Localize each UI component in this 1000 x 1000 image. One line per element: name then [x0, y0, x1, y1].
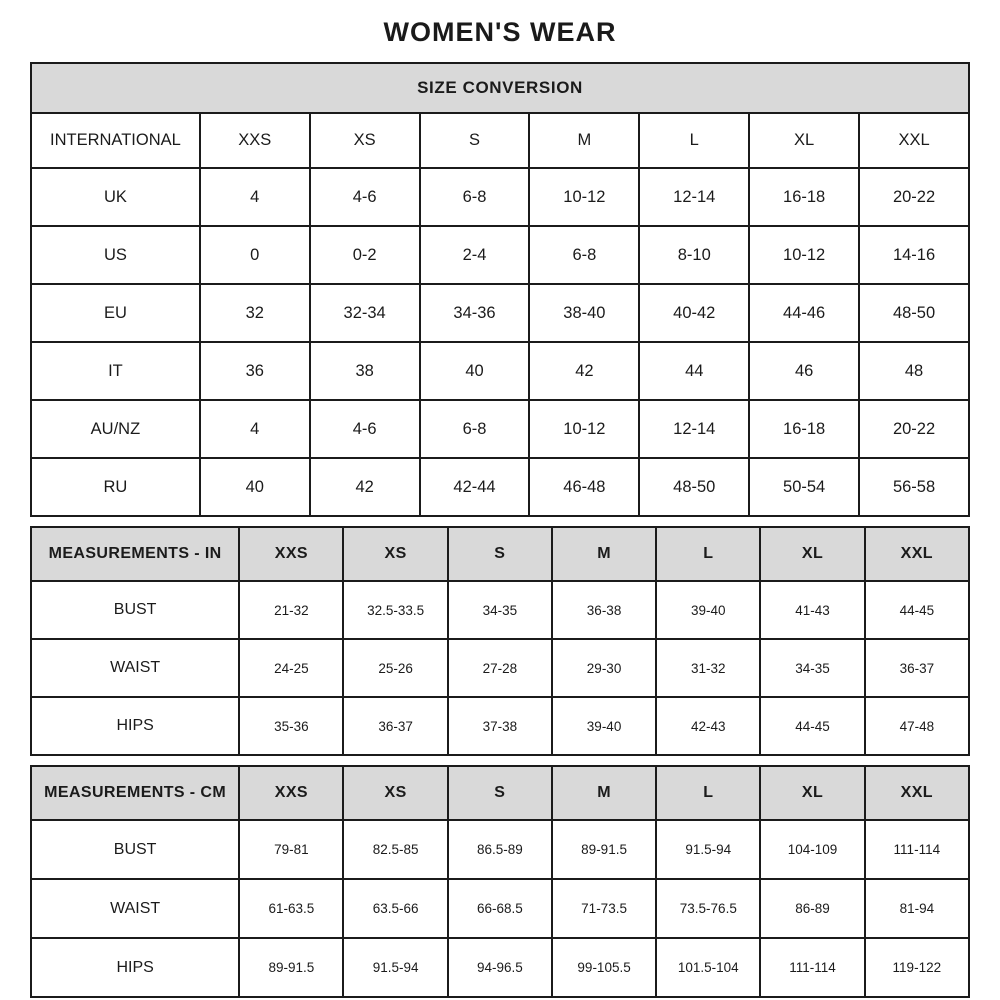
value-cell: 32.5-33.5: [343, 581, 447, 639]
value-cell: 36: [200, 342, 310, 400]
table-row: [31, 400, 969, 458]
value-cell: 44-46: [749, 284, 859, 342]
value-cell: 79-81: [239, 820, 343, 879]
value-cell: 42: [529, 342, 639, 400]
measurements-cm-column-header-row: [31, 766, 969, 820]
value-cell: 4-6: [310, 400, 420, 458]
value-cell: 48-50: [639, 458, 749, 516]
table-row: [31, 226, 969, 284]
value-cell: 40-42: [639, 284, 749, 342]
value-cell: 48-50: [859, 284, 969, 342]
page-title: WOMEN'S WEAR: [383, 17, 617, 47]
value-cell: 32: [200, 284, 310, 342]
column-header-xl: XL: [760, 766, 864, 820]
measurements-in-table: [30, 526, 970, 756]
table-label-header: INTERNATIONAL: [31, 113, 200, 168]
table-row: [31, 820, 969, 879]
value-cell: 89-91.5: [552, 820, 656, 879]
value-cell: 101.5-104: [656, 938, 760, 997]
table-row: [31, 879, 969, 938]
value-cell: 38: [310, 342, 420, 400]
table-row: [31, 639, 969, 697]
value-cell: 37-38: [448, 697, 552, 755]
value-cell: 86.5-89: [448, 820, 552, 879]
value-cell: 0: [200, 226, 310, 284]
value-cell: 35-36: [239, 697, 343, 755]
row-label: HIPS: [31, 697, 239, 755]
value-cell: 91.5-94: [656, 820, 760, 879]
column-header-xs: XS: [343, 766, 447, 820]
column-header-xxl: XXL: [865, 527, 969, 581]
row-label: RU: [31, 458, 200, 516]
row-label: BUST: [31, 581, 239, 639]
column-header-m: M: [529, 113, 639, 168]
value-cell: 14-16: [859, 226, 969, 284]
value-cell: 42-44: [420, 458, 530, 516]
value-cell: 36-37: [343, 697, 447, 755]
row-label: HIPS: [31, 938, 239, 997]
value-cell: 40: [420, 342, 530, 400]
row-label: UK: [31, 168, 200, 226]
table-row: [31, 697, 969, 755]
row-label: AU/NZ: [31, 400, 200, 458]
value-cell: 46-48: [529, 458, 639, 516]
value-cell: 47-48: [865, 697, 969, 755]
value-cell: 42-43: [656, 697, 760, 755]
size-conversion-title: SIZE CONVERSION: [31, 63, 969, 113]
measurements-cm-table: [30, 765, 970, 998]
value-cell: 82.5-85: [343, 820, 447, 879]
value-cell: 2-4: [420, 226, 530, 284]
value-cell: 6-8: [420, 400, 530, 458]
column-header-l: L: [656, 527, 760, 581]
value-cell: 89-91.5: [239, 938, 343, 997]
value-cell: 4: [200, 400, 310, 458]
value-cell: 34-36: [420, 284, 530, 342]
value-cell: 20-22: [859, 400, 969, 458]
table-row: [31, 342, 969, 400]
value-cell: 81-94: [865, 879, 969, 938]
value-cell: 21-32: [239, 581, 343, 639]
value-cell: 25-26: [343, 639, 447, 697]
table-row: [31, 458, 969, 516]
value-cell: 6-8: [529, 226, 639, 284]
value-cell: 63.5-66: [343, 879, 447, 938]
value-cell: 16-18: [749, 400, 859, 458]
value-cell: 4-6: [310, 168, 420, 226]
value-cell: 10-12: [529, 168, 639, 226]
table-row: [31, 168, 969, 226]
value-cell: 104-109: [760, 820, 864, 879]
value-cell: 86-89: [760, 879, 864, 938]
value-cell: 73.5-76.5: [656, 879, 760, 938]
size-conversion-title-row: [31, 63, 969, 113]
value-cell: 99-105.5: [552, 938, 656, 997]
column-header-xxs: XXS: [239, 766, 343, 820]
column-header-xs: XS: [310, 113, 420, 168]
column-header-s: S: [448, 527, 552, 581]
value-cell: 111-114: [865, 820, 969, 879]
row-label: WAIST: [31, 879, 239, 938]
size-conversion-table: [30, 62, 970, 517]
value-cell: 27-28: [448, 639, 552, 697]
value-cell: 16-18: [749, 168, 859, 226]
value-cell: 56-58: [859, 458, 969, 516]
value-cell: 10-12: [749, 226, 859, 284]
row-label: WAIST: [31, 639, 239, 697]
table-row: [31, 284, 969, 342]
value-cell: 38-40: [529, 284, 639, 342]
value-cell: 39-40: [552, 697, 656, 755]
row-label: BUST: [31, 820, 239, 879]
value-cell: 36-37: [865, 639, 969, 697]
value-cell: 29-30: [552, 639, 656, 697]
value-cell: 94-96.5: [448, 938, 552, 997]
measurements-in-column-header-row: [31, 527, 969, 581]
size-conversion-column-header-row: [31, 113, 969, 168]
value-cell: 44: [639, 342, 749, 400]
value-cell: 36-38: [552, 581, 656, 639]
column-header-xs: XS: [343, 527, 447, 581]
value-cell: 31-32: [656, 639, 760, 697]
value-cell: 50-54: [749, 458, 859, 516]
column-header-xxs: XXS: [200, 113, 310, 168]
value-cell: 8-10: [639, 226, 749, 284]
table-label-header: MEASUREMENTS - IN: [31, 527, 239, 581]
column-header-s: S: [420, 113, 530, 168]
column-header-l: L: [656, 766, 760, 820]
table-row: [31, 581, 969, 639]
column-header-xl: XL: [760, 527, 864, 581]
column-header-s: S: [448, 766, 552, 820]
value-cell: 119-122: [865, 938, 969, 997]
value-cell: 10-12: [529, 400, 639, 458]
value-cell: 4: [200, 168, 310, 226]
column-header-m: M: [552, 527, 656, 581]
column-header-xxs: XXS: [239, 527, 343, 581]
value-cell: 12-14: [639, 400, 749, 458]
table-label-header: MEASUREMENTS - CM: [31, 766, 239, 820]
value-cell: 12-14: [639, 168, 749, 226]
value-cell: 44-45: [865, 581, 969, 639]
value-cell: 91.5-94: [343, 938, 447, 997]
table-row: [31, 938, 969, 997]
value-cell: 40: [200, 458, 310, 516]
value-cell: 44-45: [760, 697, 864, 755]
value-cell: 111-114: [760, 938, 864, 997]
value-cell: 20-22: [859, 168, 969, 226]
value-cell: 61-63.5: [239, 879, 343, 938]
row-label: US: [31, 226, 200, 284]
value-cell: 34-35: [760, 639, 864, 697]
column-header-xxl: XXL: [865, 766, 969, 820]
column-header-l: L: [639, 113, 749, 168]
value-cell: 6-8: [420, 168, 530, 226]
column-header-xl: XL: [749, 113, 859, 168]
value-cell: 41-43: [760, 581, 864, 639]
value-cell: 71-73.5: [552, 879, 656, 938]
value-cell: 46: [749, 342, 859, 400]
value-cell: 42: [310, 458, 420, 516]
column-header-xxl: XXL: [859, 113, 969, 168]
value-cell: 32-34: [310, 284, 420, 342]
row-label: EU: [31, 284, 200, 342]
value-cell: 24-25: [239, 639, 343, 697]
row-label: IT: [31, 342, 200, 400]
value-cell: 39-40: [656, 581, 760, 639]
column-header-m: M: [552, 766, 656, 820]
value-cell: 34-35: [448, 581, 552, 639]
value-cell: 0-2: [310, 226, 420, 284]
value-cell: 66-68.5: [448, 879, 552, 938]
value-cell: 48: [859, 342, 969, 400]
